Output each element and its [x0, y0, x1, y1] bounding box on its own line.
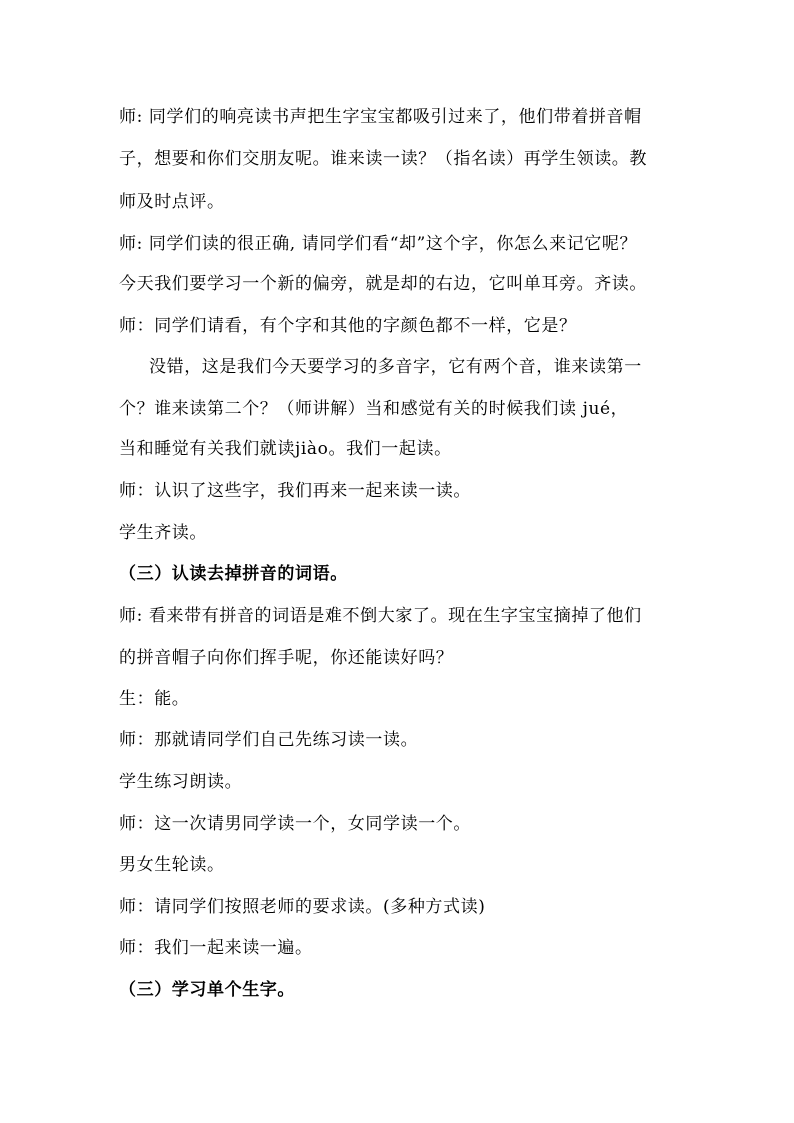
paragraph-line: 男女生轮读。 [119, 855, 225, 875]
paragraph-line: 师：同学们请看，有个字和其他的字颜色都不一样，它是？ [119, 316, 577, 336]
section-heading: （三）认读去掉拼音的词语。 [119, 564, 348, 584]
paragraph-line: 生：能。 [119, 689, 190, 709]
paragraph-line: 学生练习朗读。 [119, 772, 243, 792]
paragraph-line: 师: 看来带有拼音的词语是难不倒大家了。现在生字宝宝摘掉了他们 [119, 606, 642, 626]
paragraph-line: 师及时点评。 [119, 192, 225, 212]
paragraph-line: 今天我们要学习一个新的偏旁，就是却的右边，它叫单耳旁。齐读。 [119, 274, 647, 294]
paragraph-line: 师：那就请同学们自己先练习读一读。 [119, 730, 419, 750]
paragraph-line: 师：这一次请男同学读一个，女同学读一个。 [119, 814, 471, 834]
paragraph-line: 师: 同学们的响亮读书声把生字宝宝都吸引过来了，他们带着拼音帽 [119, 107, 642, 127]
paragraph-line: 师：请同学们按照老师的要求读。(多种方式读) [119, 897, 486, 917]
paragraph-line: 师: 同学们读的很正确, 请同学们看“却”这个字，你怎么来记它呢？ [119, 234, 638, 254]
paragraph-line: 师：认识了这些字，我们再来一起来读一读。 [119, 481, 471, 501]
paragraph-line: 没错，这是我们今天要学习的多音字，它有两个音，谁来读第一 [149, 357, 642, 377]
paragraph-line: 当和睡觉有关我们就读jiào。我们一起读。 [119, 439, 452, 459]
paragraph-line: 师：我们一起来读一遍。 [119, 938, 313, 958]
paragraph-line: 个？谁来读第二个？（师讲解）当和感觉有关的时候我们读 jué， [119, 399, 629, 419]
paragraph-line: 的拼音帽子向你们挥手呢，你还能读好吗？ [119, 648, 454, 668]
paragraph-line: 学生齐读。 [119, 523, 207, 543]
paragraph-line: 子，想要和你们交朋友呢。谁来读一读？（指名读）再学生领读。教 [119, 149, 647, 169]
section-heading: （三）学习单个生字。 [119, 980, 295, 1000]
